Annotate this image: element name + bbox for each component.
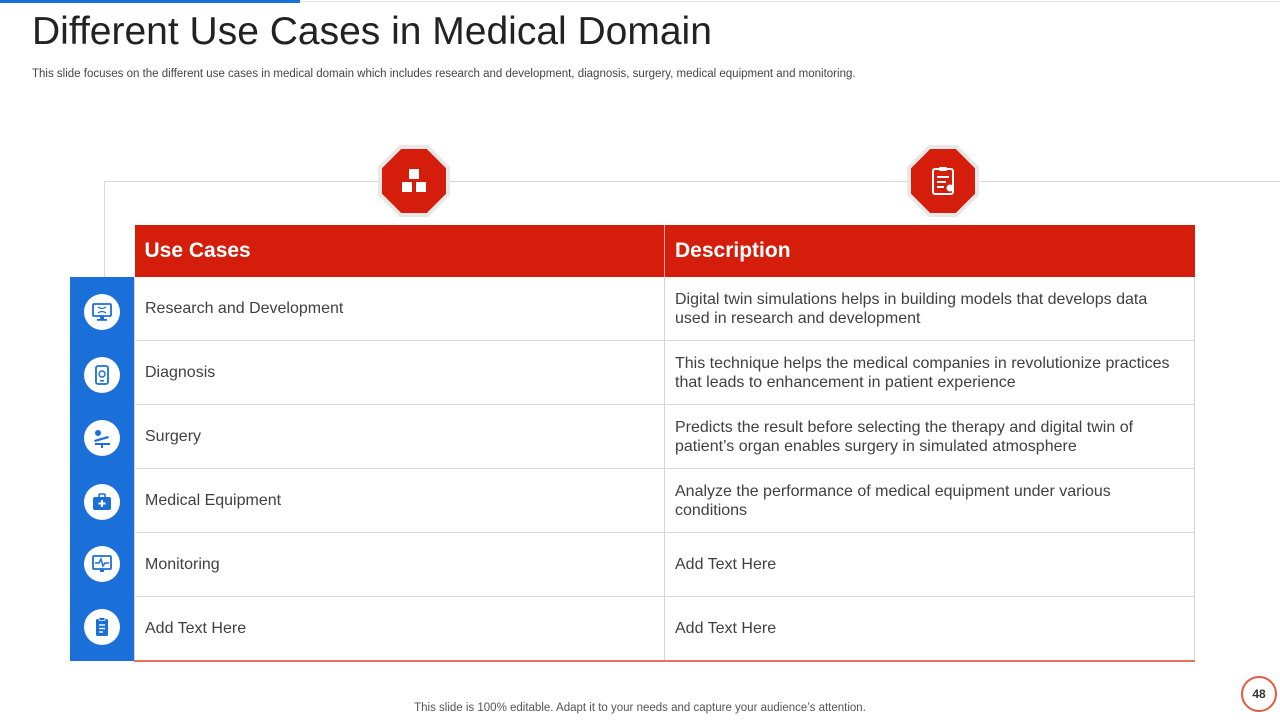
table-header-row (135, 225, 1195, 277)
description-cell: Add Text Here (665, 597, 1195, 662)
clipboard-report-icon (84, 609, 120, 645)
side-icon-bar (70, 277, 135, 661)
surgery-icon (84, 420, 120, 456)
use-case-cell: Medical Equipment (135, 469, 665, 533)
column-header-description: Description (665, 225, 1195, 277)
description-cell: Add Text Here (665, 533, 1195, 597)
page-number: 48 (1241, 676, 1277, 712)
description-cell: Digital twin simulations helps in building models that develops data used in research and development (665, 277, 1195, 341)
footer-note: This slide is 100% editable. Adapt it to your needs and capture your audience’s attention. (414, 702, 866, 714)
table-row (135, 277, 1195, 341)
table-row (135, 533, 1195, 597)
top-divider (300, 1, 1280, 2)
use-case-cell: Monitoring (135, 533, 665, 597)
top-accent-bar (0, 0, 300, 3)
frame-line-left (104, 181, 105, 277)
table-row (135, 469, 1195, 533)
monitor-dna-icon (84, 294, 120, 330)
table-row (135, 405, 1195, 469)
medical-kit-icon (84, 484, 120, 520)
table-row (135, 341, 1195, 405)
description-cell: Predicts the result before selecting the therapy and digital twin of patient’s organ enables surgery in simulated atmosphere (665, 405, 1195, 469)
use-case-cell: Add Text Here (135, 597, 665, 662)
page-subtitle: This slide focuses on the different use cases in medical domain which includes research and development, diagnosis, surgery, medical equipment and monitoring. (32, 68, 856, 80)
use-case-table (134, 225, 1195, 662)
tablet-scan-icon (84, 357, 120, 393)
column-header-use-cases: Use Cases (135, 225, 665, 277)
use-case-cell: Surgery (135, 405, 665, 469)
blocks-icon (382, 149, 446, 213)
use-case-cell: Diagnosis (135, 341, 665, 405)
frame-line-top (104, 181, 1280, 182)
description-cell: This technique helps the medical companies in revolutionize practices that leads to enhancement in patient experience (665, 341, 1195, 405)
heart-monitor-icon (84, 546, 120, 582)
description-cell: Analyze the performance of medical equipment under various conditions (665, 469, 1195, 533)
table-row (135, 597, 1195, 662)
page-title: Different Use Cases in Medical Domain (32, 10, 712, 53)
use-case-cell: Research and Development (135, 277, 665, 341)
